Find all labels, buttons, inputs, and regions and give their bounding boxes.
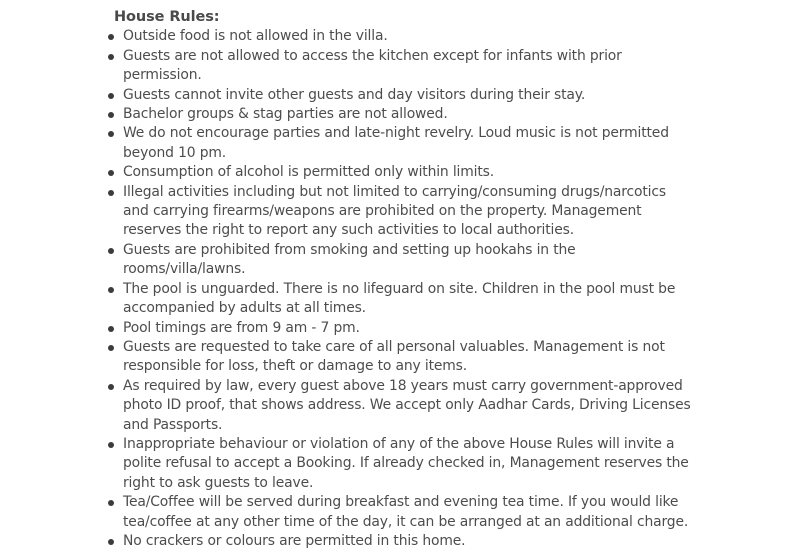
rule-text: Outside food is not allowed in the villa. xyxy=(123,28,388,45)
bullet-icon xyxy=(108,500,114,506)
rule-text: Inappropriate behaviour or violation of any of the above House Rules will invite a polite refusal to accept a Booking. If already checked in, Management reserves the right to ask guests to leave. xyxy=(123,435,689,491)
rule-text: Tea/Coffee will be served during breakfast and evening tea time. If you would like tea/coffee at any other time of the day, it can be arranged at an additional charge. xyxy=(123,494,689,530)
bullet-icon xyxy=(108,190,114,196)
bullet-icon xyxy=(108,326,114,332)
rule-text: Bachelor groups & stag parties are not allowed. xyxy=(123,106,448,123)
bullet-icon xyxy=(108,93,114,99)
bullet-icon xyxy=(108,131,114,137)
rule-text: Pool timings are from 9 am - 7 pm. xyxy=(123,319,360,336)
rule-item xyxy=(104,47,694,86)
bullet-icon xyxy=(108,248,114,254)
rule-text: Guests are not allowed to access the kitchen except for infants with prior permission. xyxy=(123,47,622,84)
rule-text: Consumption of alcohol is permitted only within limits. xyxy=(123,164,495,181)
house-rules-heading: House Rules: xyxy=(114,9,220,25)
bullet-icon xyxy=(108,345,114,351)
rule-text: No crackers or colours are permitted in this home. xyxy=(123,532,466,549)
rule-item xyxy=(104,241,694,280)
rule-text: As required by law, every guest above 18 years must carry government-approved photo ID proof, that shows address. We accept only Aadhar Cards, Driving Licenses and Passports. xyxy=(123,377,691,433)
bullet-icon xyxy=(108,170,114,176)
bullet-icon xyxy=(108,54,114,60)
rule-item xyxy=(104,435,694,493)
rule-text: Guests are prohibited from smoking and setting up hookahs in the rooms/villa/lawns. xyxy=(123,241,576,278)
rule-item xyxy=(104,280,694,319)
bullet-icon xyxy=(108,112,114,118)
rule-item xyxy=(104,377,694,435)
rule-item xyxy=(104,124,694,163)
rule-item xyxy=(104,27,694,46)
rule-item xyxy=(104,86,694,105)
rule-item xyxy=(104,338,694,377)
bullet-icon xyxy=(108,384,114,390)
rule-item xyxy=(104,183,694,241)
rule-item xyxy=(104,493,694,532)
bullet-icon xyxy=(108,34,114,40)
rule-text: The pool is unguarded. There is no lifeguard on site. Children in the pool must be accompanied by adults at all times. xyxy=(123,280,676,317)
rule-text: Illegal activities including but not limited to carrying/consuming drugs/narcotics and carrying firearms/weapons are prohibited on the property. Management reserves the right to report any such activities to local authorities. xyxy=(123,183,666,239)
rule-item xyxy=(104,319,694,338)
rule-text: Guests are requested to take care of all personal valuables. Management is not responsible for loss, theft or damage to any items. xyxy=(123,338,665,375)
rule-text: Guests cannot invite other guests and day visitors during their stay. xyxy=(123,86,586,103)
bullet-icon xyxy=(108,287,114,293)
house-rules-list xyxy=(104,27,694,551)
rule-text: We do not encourage parties and late-night revelry. Loud music is not permitted beyond 10 pm. xyxy=(123,125,669,161)
bullet-icon xyxy=(108,442,114,448)
rule-item xyxy=(104,163,694,182)
rule-item xyxy=(104,105,694,124)
bullet-icon xyxy=(108,539,114,545)
rule-item xyxy=(104,532,694,551)
